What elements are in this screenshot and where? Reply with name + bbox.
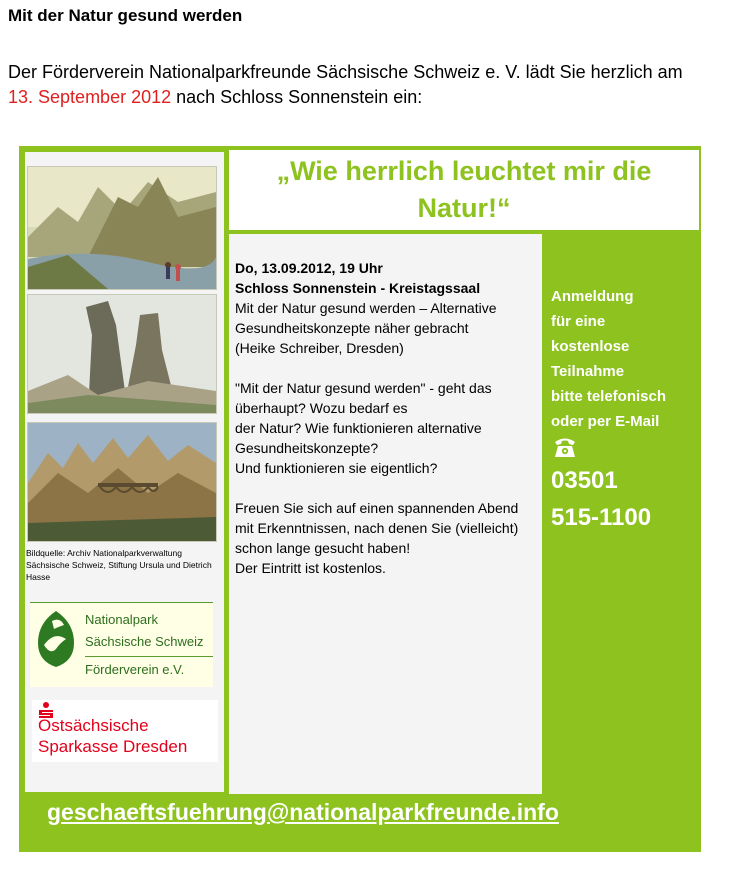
question-line-2: der Natur? Wie funktionieren alternative Gesundheitskonzepte?: [235, 420, 482, 456]
bastei-bridge-painting: [27, 422, 217, 542]
landscape-painting-elbe-valley: [27, 166, 217, 290]
spacer: [235, 358, 536, 378]
nationalpark-emblem-icon: [34, 609, 78, 669]
page-heading: Mit der Natur gesund werden: [8, 6, 243, 25]
event-datetime: Do, 13.09.2012, 19 Uhr: [235, 260, 383, 276]
event-details: [229, 234, 542, 794]
registration-line-3: kostenlose: [551, 338, 630, 355]
sparkasse-logo-line-2: Sparkasse Dresden: [38, 737, 188, 756]
contact-email-link[interactable]: geschaeftsfuehrung@nationalparkfreunde.info: [47, 799, 559, 825]
admission-note: Der Eintritt ist kostenlos.: [235, 560, 386, 576]
sparkasse-logo-line-1: Ostsächsische: [38, 716, 149, 735]
registration-panel: [551, 284, 701, 536]
registration-line-6: oder per E-Mail: [551, 413, 660, 430]
phone-number[interactable]: 515-1100: [551, 504, 652, 531]
nationalpark-logo-line-3: Förderverein e.V.: [85, 662, 185, 677]
question-line-3: Und funktionieren sie eigentlich?: [235, 460, 438, 476]
intro-paragraph: [8, 60, 708, 110]
intro-text-2: nach Schloss Sonnenstein ein:: [171, 87, 423, 107]
nationalpark-logo-line-2: Sächsische Schweiz: [85, 634, 204, 649]
intro-text-1: Der Förderverein Nationalparkfreunde Sächsische Schweiz e. V. lädt Sie herzlich am: [8, 62, 683, 82]
event-location: Schloss Sonnenstein - Kreistagssaal: [235, 280, 481, 296]
nationalpark-logo-line-1: Nationalpark: [85, 612, 158, 627]
registration-line-1: Anmeldung: [551, 288, 634, 305]
image-column: [25, 152, 224, 792]
speaker: (Heike Schreiber, Dresden): [235, 340, 404, 356]
registration-line-2: für eine: [551, 313, 606, 330]
image-credit-caption: Bildquelle: Archiv Nationalparkverwaltung Sächsische Schweiz, Stiftung Ursula und Dietrich Hasse: [26, 548, 212, 582]
question-line-1: "Mit der Natur gesund werden" - geht das überhaupt? Wozu bedarf es: [235, 380, 492, 416]
registration-line-5: bitte telefonisch: [551, 388, 667, 405]
talk-title: Mit der Natur gesund werden – Alternative Gesundheitskonzepte näher gebracht: [235, 300, 497, 336]
spacer: [235, 478, 536, 498]
flyer-title: „Wie herrlich leuchtet mir die Natur!“: [229, 150, 699, 230]
closing-text: Freuen Sie sich auf einen spannenden Abend mit Erkenntnissen, nach denen Sie (vielleicht) schon lange gesucht haben!: [235, 500, 519, 556]
registration-line-4: Teilnahme: [551, 363, 625, 380]
telephone-icon: [553, 436, 577, 458]
nationalpark-logo: [30, 602, 213, 687]
nationalpark-logo-divider: [85, 656, 213, 657]
event-flyer: [19, 146, 701, 852]
event-date-highlight: 13. September 2012: [8, 87, 172, 107]
sparkasse-logo: [32, 700, 218, 762]
sandstone-rock-painting: [27, 294, 217, 414]
phone-number-prefix[interactable]: 03501: [551, 467, 618, 494]
